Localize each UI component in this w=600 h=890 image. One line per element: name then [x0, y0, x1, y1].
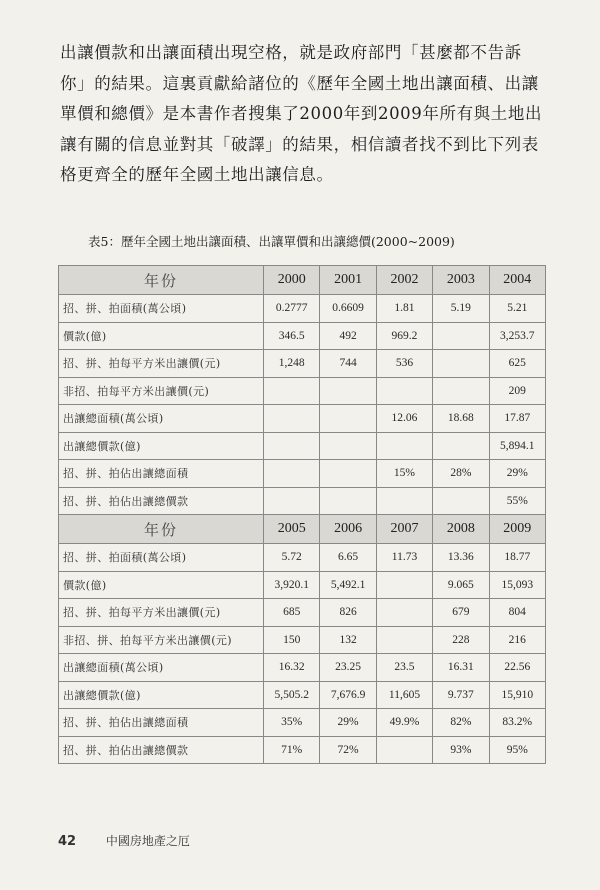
value-cell: 1,248 [264, 350, 320, 378]
row-label: 出讓總面積(萬公頃) [59, 405, 264, 433]
value-cell: 5.19 [433, 295, 489, 323]
value-cell: 625 [489, 350, 545, 378]
value-cell: 536 [376, 350, 432, 378]
table-row [59, 544, 546, 572]
year-cell: 2003 [433, 266, 489, 295]
value-cell: 95% [489, 736, 545, 764]
value-cell: 93% [433, 736, 489, 764]
table-row [59, 432, 546, 460]
year-cell: 2008 [433, 515, 489, 544]
value-cell: 17.87 [489, 405, 545, 433]
value-cell: 5,505.2 [264, 681, 320, 709]
table-row [59, 571, 546, 599]
value-cell: 346.5 [264, 322, 320, 350]
row-label: 出讓總面積(萬公頃) [59, 654, 264, 682]
value-cell: 11.73 [376, 544, 432, 572]
value-cell: 209 [489, 377, 545, 405]
value-cell: 16.31 [433, 654, 489, 682]
year-header-label: 年份 [59, 515, 264, 544]
value-cell [376, 626, 432, 654]
row-label: 招、拼、拍佔出讓總價款 [59, 736, 264, 764]
value-cell: 55% [489, 487, 545, 515]
value-cell: 0.2777 [264, 295, 320, 323]
table-row [59, 736, 546, 764]
row-label: 招、拼、拍面積(萬公頃) [59, 544, 264, 572]
value-cell: 72% [320, 736, 376, 764]
year-header-label: 年份 [59, 266, 264, 295]
value-cell [376, 432, 432, 460]
value-cell: 11,605 [376, 681, 432, 709]
table-row [59, 460, 546, 488]
value-cell [264, 405, 320, 433]
value-cell [320, 487, 376, 515]
value-cell: 23.5 [376, 654, 432, 682]
value-cell: 22.56 [489, 654, 545, 682]
value-cell [376, 599, 432, 627]
row-label: 價款(億) [59, 322, 264, 350]
value-cell: 29% [320, 709, 376, 737]
value-cell: 9.737 [433, 681, 489, 709]
value-cell [320, 460, 376, 488]
row-label: 招、拼、拍佔出讓總價款 [59, 487, 264, 515]
table-header-row [59, 515, 546, 544]
paragraph-line: 出讓價款和出讓面積出現空格，就是政府部門「甚麼都不告訴 [60, 43, 522, 62]
value-cell: 7,676.9 [320, 681, 376, 709]
book-title: 中國房地產之厄 [105, 834, 190, 848]
paragraph-line: 你」的結果。這裏貢獻給諸位的《歷年全國土地出讓面積、出讓 [60, 73, 539, 93]
value-cell: 492 [320, 322, 376, 350]
value-cell: 28% [433, 460, 489, 488]
value-cell [433, 432, 489, 460]
value-cell: 12.06 [376, 405, 432, 433]
row-label: 非招、拼、拍每平方米出讓價(元) [59, 626, 264, 654]
table-row [59, 405, 546, 433]
table-row [59, 377, 546, 405]
row-label: 招、拼、拍面積(萬公頃) [59, 295, 264, 323]
value-cell: 1.81 [376, 295, 432, 323]
value-cell: 9.065 [433, 571, 489, 599]
value-cell: 35% [264, 709, 320, 737]
table-row [59, 626, 546, 654]
value-cell: 5,492.1 [320, 571, 376, 599]
value-cell: 5.21 [489, 295, 545, 323]
year-cell: 2005 [264, 515, 320, 544]
value-cell: 5,894.1 [489, 432, 545, 460]
row-label: 非招、拍每平方米出讓價(元) [59, 377, 264, 405]
value-cell: 71% [264, 736, 320, 764]
value-cell [376, 571, 432, 599]
paragraph-line: 格更齊全的歷年全國土地出讓信息。 [60, 165, 334, 184]
row-label: 招、拼、拍每平方米出讓價(元) [59, 350, 264, 378]
year-cell: 2000 [264, 266, 320, 295]
value-cell: 3,253.7 [489, 322, 545, 350]
value-cell [264, 460, 320, 488]
table-row [59, 599, 546, 627]
value-cell: 82% [433, 709, 489, 737]
row-label: 招、拼、拍佔出讓總面積 [59, 709, 264, 737]
table-row [59, 681, 546, 709]
value-cell: 216 [489, 626, 545, 654]
value-cell: 23.25 [320, 654, 376, 682]
value-cell: 18.77 [489, 544, 545, 572]
value-cell: 15% [376, 460, 432, 488]
row-label: 出讓總價款(億) [59, 681, 264, 709]
value-cell [264, 432, 320, 460]
value-cell [264, 377, 320, 405]
year-cell: 2004 [489, 266, 545, 295]
value-cell: 826 [320, 599, 376, 627]
table-row [59, 295, 546, 323]
value-cell: 6.65 [320, 544, 376, 572]
value-cell: 18.68 [433, 405, 489, 433]
value-cell: 15,910 [489, 681, 545, 709]
value-cell [433, 487, 489, 515]
value-cell: 150 [264, 626, 320, 654]
year-cell: 2007 [376, 515, 432, 544]
paragraph-line: 讓有關的信息並對其「破譯」的結果，相信讀者找不到比下列表 [60, 134, 539, 154]
value-cell [320, 405, 376, 433]
table-header-row [59, 266, 546, 295]
page-footer [58, 832, 190, 849]
row-label: 招、拼、拍佔出讓總面積 [59, 460, 264, 488]
value-cell: 132 [320, 626, 376, 654]
value-cell [376, 487, 432, 515]
value-cell [264, 487, 320, 515]
value-cell: 5.72 [264, 544, 320, 572]
value-cell [320, 377, 376, 405]
row-label: 招、拼、拍每平方米出讓價(元) [59, 599, 264, 627]
value-cell: 744 [320, 350, 376, 378]
value-cell: 29% [489, 460, 545, 488]
paragraph-line: 單價和總價》是本書作者搜集了2000年到2009年所有與土地出 [60, 104, 543, 123]
body-paragraph [60, 38, 560, 191]
year-cell: 2001 [320, 266, 376, 295]
value-cell: 49.9% [376, 709, 432, 737]
value-cell [376, 377, 432, 405]
row-label: 價款(億) [59, 571, 264, 599]
year-cell: 2006 [320, 515, 376, 544]
value-cell: 969.2 [376, 322, 432, 350]
value-cell [433, 377, 489, 405]
table-row [59, 654, 546, 682]
table-row [59, 487, 546, 515]
value-cell: 16.32 [264, 654, 320, 682]
table-row [59, 322, 546, 350]
land-transfer-table [58, 265, 546, 764]
row-label: 出讓總價款(億) [59, 432, 264, 460]
year-cell: 2002 [376, 266, 432, 295]
value-cell: 13.36 [433, 544, 489, 572]
value-cell [433, 350, 489, 378]
value-cell: 83.2% [489, 709, 545, 737]
page-number: 42 [58, 834, 77, 849]
table-row [59, 709, 546, 737]
value-cell [376, 736, 432, 764]
value-cell: 685 [264, 599, 320, 627]
value-cell [320, 432, 376, 460]
value-cell: 0.6609 [320, 295, 376, 323]
table-caption: 表5：歷年全國土地出讓面積、出讓單價和出讓總價(2000~2009) [88, 234, 455, 249]
value-cell: 804 [489, 599, 545, 627]
value-cell [433, 322, 489, 350]
value-cell: 679 [433, 599, 489, 627]
value-cell: 3,920.1 [264, 571, 320, 599]
value-cell: 228 [433, 626, 489, 654]
table-row [59, 350, 546, 378]
year-cell: 2009 [489, 515, 545, 544]
value-cell: 15,093 [489, 571, 545, 599]
